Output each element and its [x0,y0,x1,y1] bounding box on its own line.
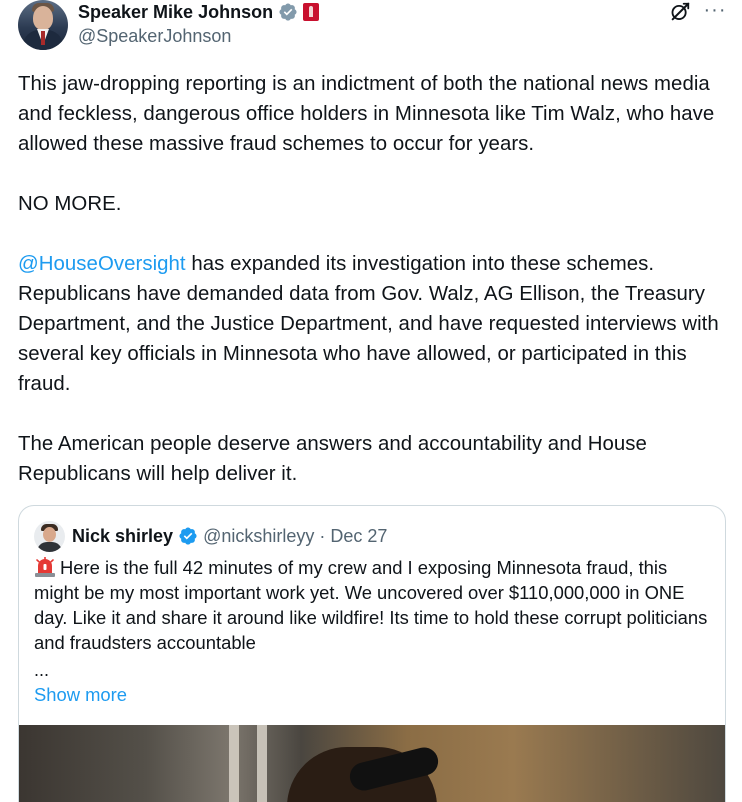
post-paragraph-text: has expanded its investigation into these schemes. Republicans have demanded data from Gov. Walz, AG Ellison, the Treasury Department, and the Justice Department, and have requested interviews with several key officials in Minnesota who have allowed, or participated in this fraud. [18,253,719,395]
us-house-affiliation-icon[interactable] [303,3,319,21]
author-handle[interactable]: @SpeakerJohnson [78,26,232,46]
post-paragraph: This jaw-dropping reporting is an indictment of both the national news media and feckless, dangerous office holders in Minnesota like Tim Walz, who have allowed these massive fraud schemes to occur for years. [18,73,715,155]
post-paragraph [18,249,730,399]
quoted-post-body: Here is the full 42 minutes of my crew and I exposing Minnesota fraud, this might be my most important work yet. We uncovered over $110,000,000 in ONE day. Like it and share it around like wildfire! Its time to hold these corrupt politicians and fraudsters accountable [34,557,708,653]
verified-badge-icon [278,2,298,22]
grok-icon[interactable] [669,1,691,23]
author-avatar[interactable] [18,0,68,50]
verified-badge-icon [178,526,198,546]
separator-dot: · [319,525,326,546]
quoted-author-avatar[interactable] [34,521,65,552]
quoted-author-handle[interactable]: @nickshirleyy [203,525,315,546]
quoted-post-card[interactable] [18,505,726,802]
quoted-author-name[interactable]: Nick shirley [72,525,174,546]
video-thumbnail[interactable] [19,725,725,802]
quoted-post-header [34,520,387,552]
truncation-ellipsis: ... [34,660,50,680]
quoted-post-text [34,555,714,655]
author-display-name[interactable]: Speaker Mike Johnson [78,2,274,22]
post-paragraph: NO MORE. [18,193,122,215]
post-body [18,69,730,489]
mention-link[interactable]: @HouseOversight [18,253,186,275]
post-header [18,0,728,50]
police-siren-icon [34,557,56,577]
quoted-post-date[interactable]: Dec 27 [330,525,388,546]
author-name-row [78,1,319,23]
post-paragraph: The American people deserve answers and accountability and House Republicans will help deliver it. [18,433,647,485]
more-options-icon[interactable]: ··· [703,0,727,21]
show-more-link[interactable]: Show more [34,684,128,705]
